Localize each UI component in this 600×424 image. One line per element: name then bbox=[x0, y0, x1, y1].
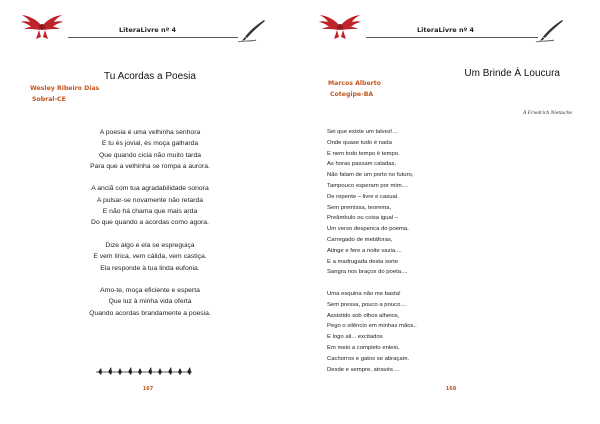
poem-line: E a madrugada desta sorte bbox=[327, 258, 399, 265]
stanza bbox=[30, 240, 270, 274]
author-name: Wesley Ribeiro Dias bbox=[30, 85, 100, 92]
stanza bbox=[30, 183, 270, 228]
poem-line: Sem premissa, teorema, bbox=[327, 204, 392, 211]
poem-line: A anciã com tua agradabilidade sonora bbox=[91, 185, 209, 193]
header-rule bbox=[366, 37, 538, 38]
poem-line: Sei que existe um talvez!... bbox=[327, 129, 398, 135]
poem-title: Um Brinde À Loucura bbox=[464, 68, 560, 79]
poem-line: E vem lírica, vem cálida, vem castiça. bbox=[93, 253, 207, 261]
right-page bbox=[300, 0, 600, 424]
page-number: 168 bbox=[445, 386, 457, 392]
stanza bbox=[30, 285, 270, 319]
author-block bbox=[30, 83, 99, 105]
poem-line: Quando acordas brandamente a poesia. bbox=[89, 309, 211, 317]
poem-line: A pulsar-se novamente não retarda bbox=[96, 196, 204, 204]
header-rule bbox=[68, 37, 238, 38]
poem-body bbox=[327, 127, 577, 386]
poem-line: Desde e sempre, através.... bbox=[327, 366, 400, 373]
poem-line: Preâmbulo ou coisa igual – bbox=[327, 215, 399, 222]
stanza bbox=[327, 289, 577, 375]
poem-line: Que quando cicia não muito tarda bbox=[98, 151, 202, 159]
poem-body bbox=[30, 127, 270, 330]
quill-pen-icon bbox=[236, 18, 268, 44]
poem-line: Um verso despenca do poema. bbox=[327, 226, 409, 233]
poem-line: Que luz à minha vida oferta bbox=[108, 298, 192, 306]
poem-title: Tu Acordas a Poesia bbox=[104, 71, 196, 82]
stanza bbox=[327, 127, 577, 278]
poem-line: Ela responde à tua linda eufonia. bbox=[100, 264, 200, 272]
winged-emblem-icon bbox=[20, 10, 64, 40]
poem-line: Assistido sob olhos alheios, bbox=[327, 312, 400, 319]
author-location: Sobral-CE bbox=[32, 96, 66, 103]
journal-brand: LiteraLivre nº 4 bbox=[414, 26, 477, 34]
poem-line: De repente – livre e casual. bbox=[327, 193, 399, 200]
poem-line: Em meio a completo enleio, bbox=[327, 344, 400, 351]
poem-line: Tampouco esperam por mim.... bbox=[327, 182, 409, 189]
ornamental-divider-icon bbox=[94, 364, 194, 378]
poem-line: Para que a velhinha se rompa a aurora. bbox=[90, 162, 210, 170]
poem-line: E logo ali... excitados bbox=[327, 334, 383, 341]
poem-line: E não há chama que mais arda bbox=[102, 208, 198, 216]
poem-line: Sem pressa, pouco a pouco.... bbox=[327, 301, 407, 308]
poem-line: Pego o silêncio em minhas mãos.. bbox=[327, 323, 417, 330]
winged-emblem-icon bbox=[318, 10, 362, 40]
poem-line: E tu és jovial, és moça galharda bbox=[101, 140, 199, 148]
author-block bbox=[328, 78, 381, 100]
poem-line: Do que quando a acordas como agora. bbox=[91, 219, 209, 227]
author-location: Cotegipe-BA bbox=[330, 91, 374, 98]
epigraph: À Friedrich Nietzsche bbox=[522, 110, 572, 116]
poem-line: Dize algo e ela se espreguiça bbox=[105, 241, 195, 249]
poem-line: E nem todo tempo é tempo. bbox=[327, 150, 400, 157]
quill-pen-icon bbox=[534, 18, 566, 44]
poem-line: Uma esquina não me basta! bbox=[327, 290, 401, 297]
author-name: Marcos Alberto bbox=[328, 80, 381, 87]
poem-line: Sangra nos braços do poeta.... bbox=[327, 269, 408, 276]
poem-line: Onde quase tudo é nada bbox=[327, 139, 392, 146]
poem-line: As horas passam caladas, bbox=[327, 161, 397, 168]
stanza bbox=[30, 127, 270, 172]
journal-brand: LiteraLivre nº 4 bbox=[116, 26, 179, 34]
page-number: 167 bbox=[142, 386, 154, 392]
poem-line: Amo-te, moça eficiente e esperta bbox=[100, 287, 200, 295]
poem-line: Não falam de um porto no futuro, bbox=[327, 172, 414, 179]
poem-line: Cachorros e gatos se abraçam. bbox=[327, 355, 410, 362]
poem-line: A poesia é uma velhinha senhora bbox=[99, 129, 201, 136]
poem-line: Carregado de metáforas, bbox=[327, 236, 393, 243]
poem-line: Atinge e fere a noite vazia.... bbox=[327, 247, 402, 254]
